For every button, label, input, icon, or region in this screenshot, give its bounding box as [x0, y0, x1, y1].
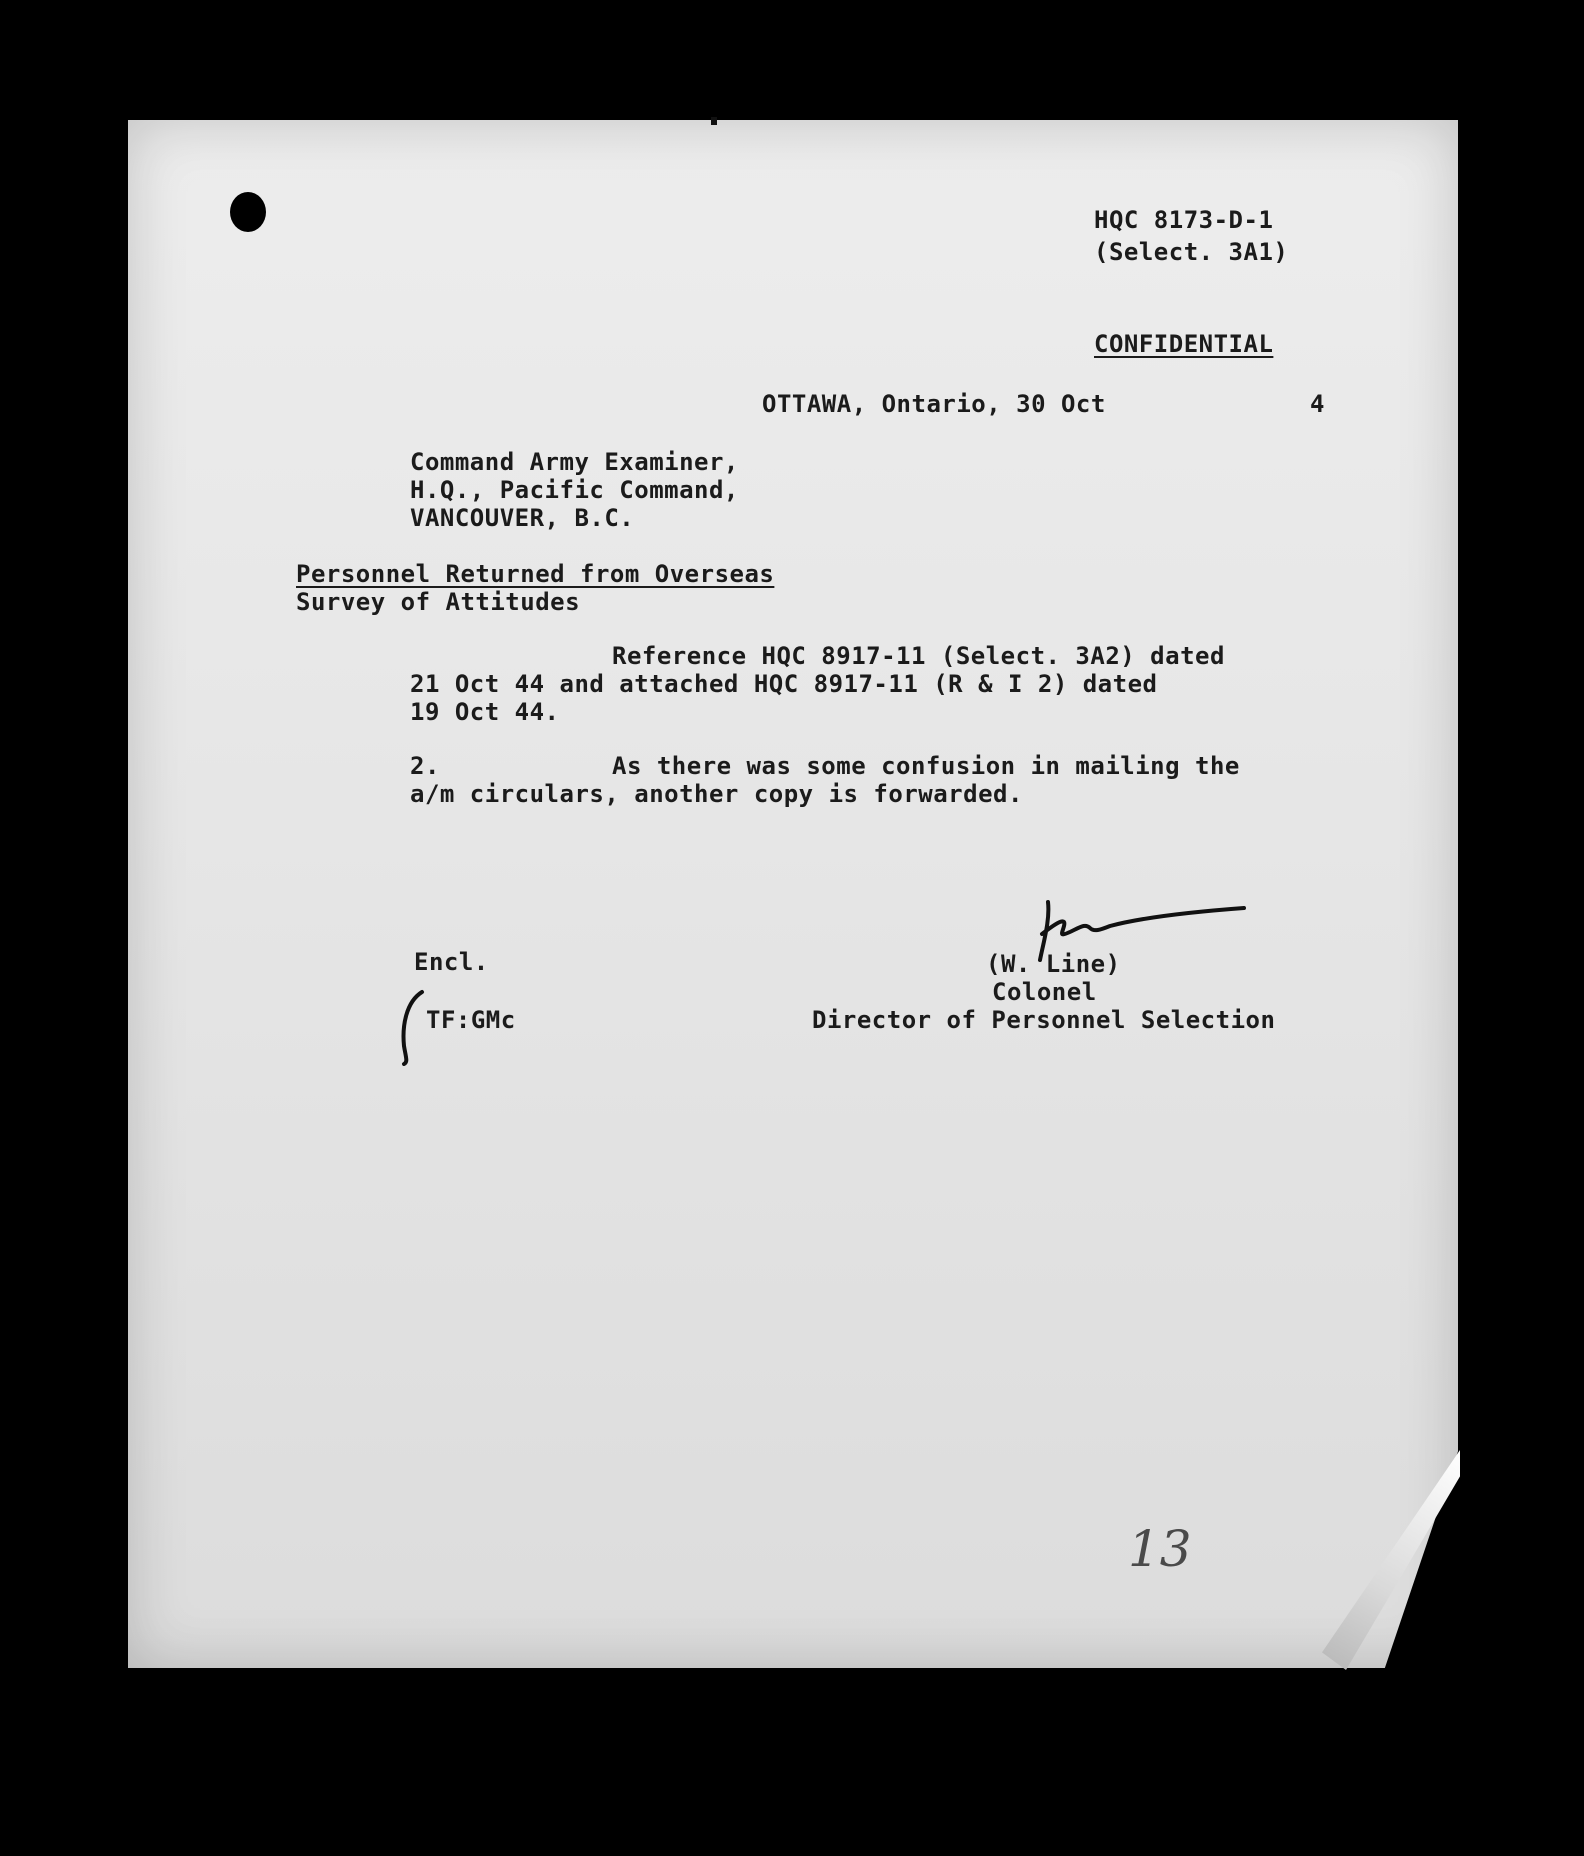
subject-line2: Survey of Attitudes: [296, 588, 581, 616]
enclosure-note: Encl.: [414, 948, 489, 976]
handwritten-page-number: 13: [1128, 1520, 1192, 1578]
paragraph2-number: 2.: [410, 752, 440, 780]
addressee-line2: H.Q., Pacific Command,: [410, 476, 739, 504]
handwritten-initial: [398, 986, 428, 1066]
file-reference-line1: HQC 8173-D-1: [1094, 206, 1274, 234]
paragraph2-line1: As there was some confusion in mailing the: [612, 752, 1240, 780]
file-reference-line2: (Select. 3A1): [1094, 238, 1289, 266]
paragraph2-line2: a/m circulars, another copy is forwarded.: [410, 780, 1023, 808]
signatory-name: (W. Line): [986, 950, 1121, 978]
paragraph1-line1: Reference HQC 8917-11 (Select. 3A2) dated: [612, 642, 1225, 670]
place-date: OTTAWA, Ontario, 30 Oct: [762, 390, 1106, 418]
staple-mark: [711, 117, 717, 125]
signatory-rank: Colonel: [992, 978, 1097, 1006]
paragraph1-line2: 21 Oct 44 and attached HQC 8917-11 (R & I 2) dated: [410, 670, 1158, 698]
paragraph1-line3: 19 Oct 44.: [410, 698, 560, 726]
addressee-line3: VANCOUVER, B.C.: [410, 504, 635, 532]
year-fragment: 4: [1310, 390, 1325, 418]
classification-label: CONFIDENTIAL: [1094, 330, 1274, 358]
subject-line1: Personnel Returned from Overseas: [296, 560, 775, 588]
punch-hole: [230, 192, 266, 232]
addressee-line1: Command Army Examiner,: [410, 448, 739, 476]
typist-initials: TF:GMc: [426, 1006, 516, 1034]
signatory-title: Director of Personnel Selection: [812, 1006, 1276, 1034]
